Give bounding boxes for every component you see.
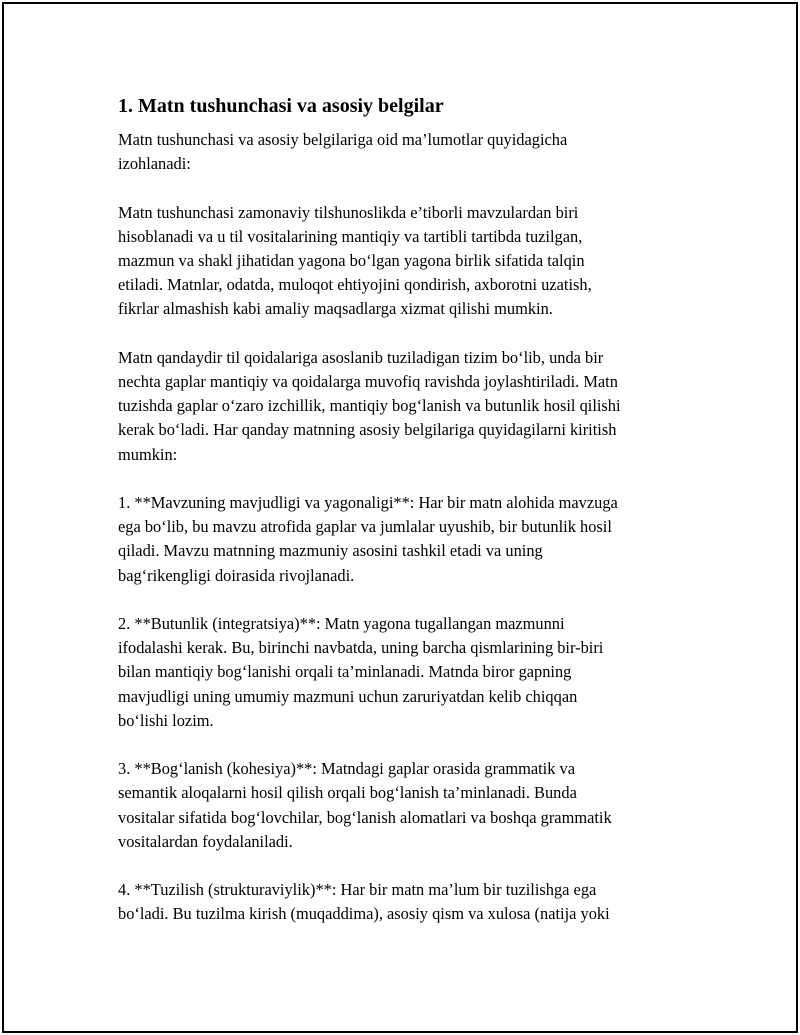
paragraph <box>118 612 678 733</box>
paragraph-line: etiladi. Matnlar, odatda, muloqot ehtiyojini qondirish, axborotni uzatish, <box>118 275 592 295</box>
paragraph-line: bo‘ladi. Bu tuzilma kirish (muqaddima), asosiy qism va xulosa (natija yoki <box>118 904 610 924</box>
paragraph-line: fikrlar almashish kabi amaliy maqsadlarga xizmat qilishi mumkin. <box>118 299 553 319</box>
paragraph-line: vositalar sifatida bog‘lovchilar, bog‘lanish alomatlari va boshqa grammatik <box>118 807 612 827</box>
paragraph-line: ifodalashi kerak. Bu, birinchi navbatda, uning barcha qismlarining bir-biri <box>118 638 604 658</box>
paragraph-line: 4. **Tuzilish (strukturaviylik)**: Har bir matn ma’lum bir tuzilishga ega <box>118 880 597 900</box>
paragraph <box>118 346 678 467</box>
paragraph-line: Matn tushunchasi va asosiy belgilariga oid ma’lumotlar quyidagicha <box>118 130 568 149</box>
paragraph-line: qiladi. Mavzu matnning mazmuniy asosini tashkil etadi va uning <box>118 541 543 561</box>
paragraph-line: hisoblanadi va u til vositalarining mantiqiy va tartibli tartibda tuzilgan, <box>118 226 583 246</box>
paragraph-line: Matn tushunchasi zamonaviy tilshunoslikda e’tiborli mavzulardan biri <box>118 202 579 222</box>
section-heading: 1. Matn tushunchasi va asosiy belgilar <box>118 95 444 117</box>
paragraph-line: bo‘lishi lozim. <box>118 710 214 730</box>
paragraph <box>118 128 678 176</box>
paragraph-line: Matn qandaydir til qoidalariga asoslanib tuziladigan tizim bo‘lib, unda bir <box>118 347 604 367</box>
paragraph-list <box>118 128 678 927</box>
paragraph-line: izohlanadi: <box>118 154 191 174</box>
paragraph-line: mumkin: <box>118 444 178 464</box>
paragraph-line: 2. **Butunlik (integratsiya)**: Matn yagona tugallangan mazmunni <box>118 614 565 633</box>
paragraph-line: bilan mantiqiy bog‘lanishi orqali ta’minlanadi. Matnda biror gapning <box>118 662 572 682</box>
paragraph-line: tuzishda gaplar o‘zaro izchillik, mantiqiy bog‘lanish va butunlik hosil qilishi <box>118 396 621 416</box>
paragraph-line: ega bo‘lib, bu mavzu atrofida gaplar va jumlalar uyushib, bir butunlik hosil <box>118 517 612 537</box>
paragraph <box>118 491 678 588</box>
paragraph-line: semantik aloqalarni hosil qilish orqali bog‘lanish ta’minlanadi. Bunda <box>118 783 577 803</box>
paragraph-line: vositalardan foydalaniladi. <box>118 831 293 851</box>
paragraph-line: mazmun va shakl jihatidan yagona bo‘lgan yagona birlik sifatida talqin <box>118 251 585 270</box>
document-body <box>118 92 678 951</box>
paragraph-line: 1. **Mavzuning mavjudligi va yagonaligi**: Har bir matn alohida mavzuga <box>118 493 618 512</box>
paragraph-line: mavjudligi uning umumiy mazmuni uchun zaruriyatdan kelib chiqqan <box>118 686 578 706</box>
paragraph-line: kerak bo‘ladi. Har qanday matnning asosiy belgilariga quyidagilarni kiritish <box>118 420 617 440</box>
paragraph <box>118 201 678 322</box>
paragraph <box>118 757 678 854</box>
paragraph-line: nechta gaplar mantiqiy va qoidalarga muvofiq ravishda joylashtiriladi. Matn <box>118 372 618 391</box>
paragraph <box>118 878 678 926</box>
paragraph-line: bag‘rikengligi doirasida rivojlanadi. <box>118 565 355 585</box>
paragraph-line: 3. **Bog‘lanish (kohesiya)**: Matndagi gaplar orasida grammatik va <box>118 759 576 779</box>
